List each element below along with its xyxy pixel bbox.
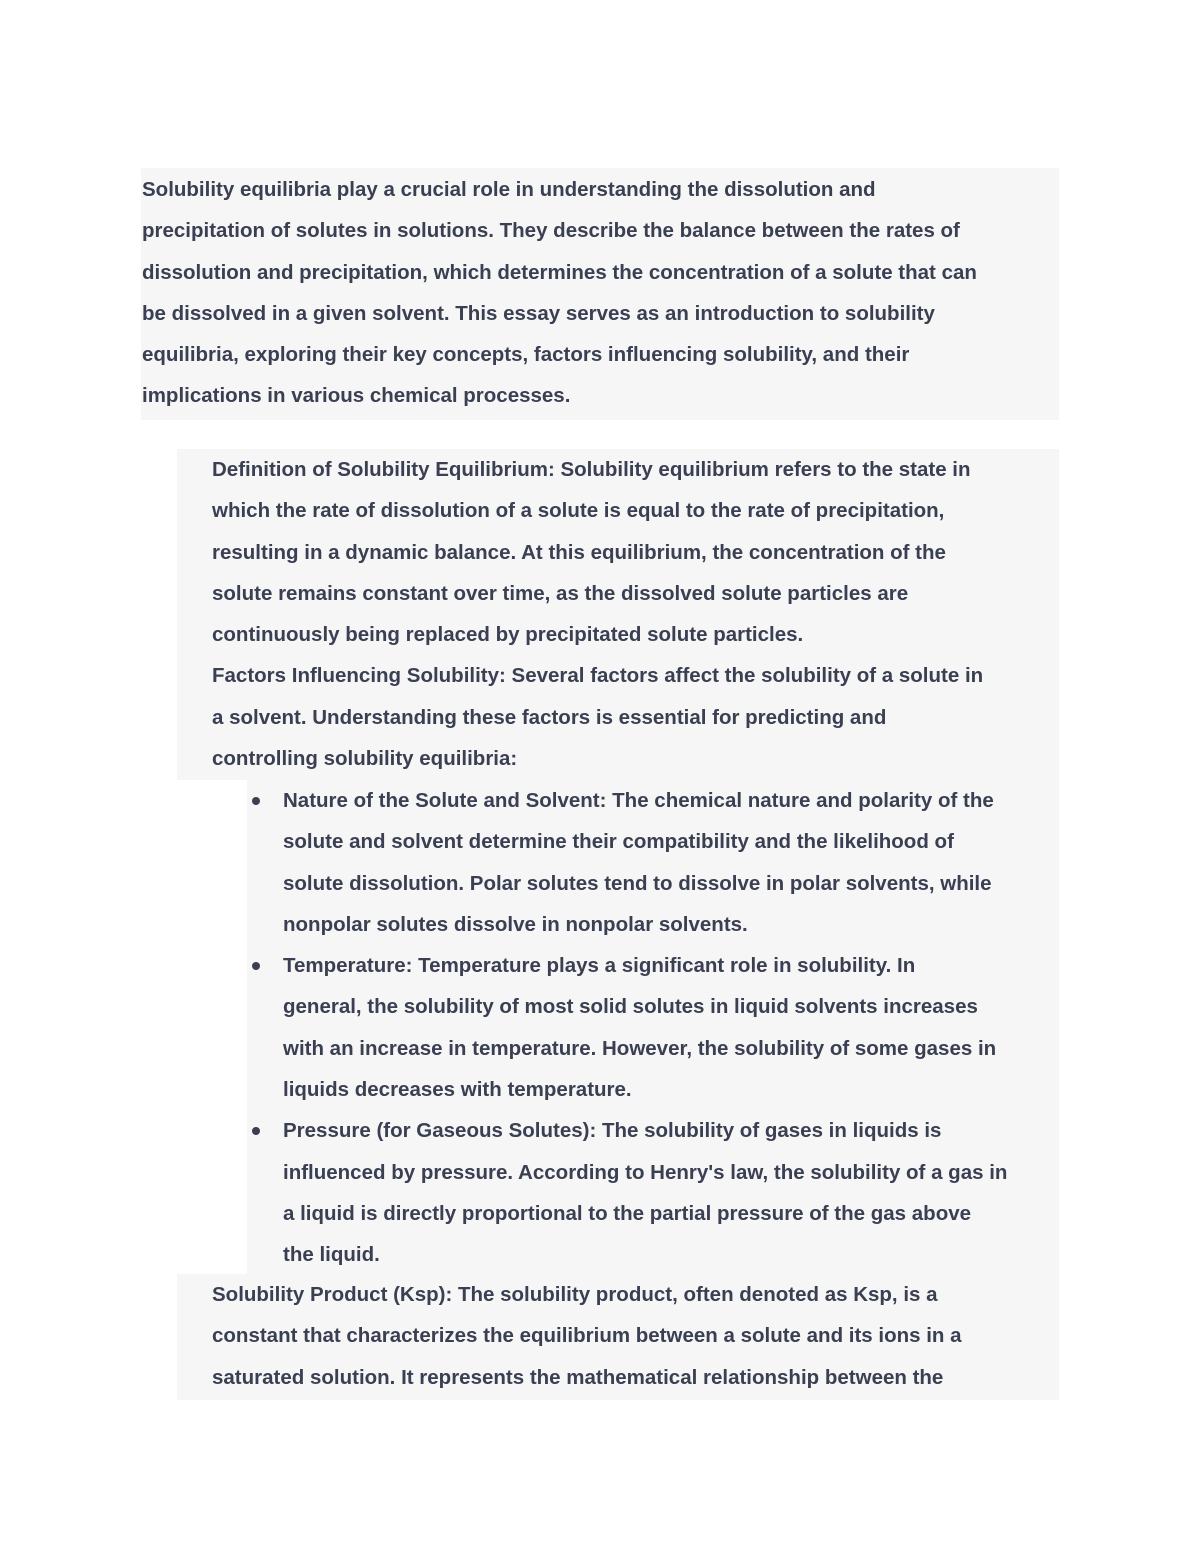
factors-line: Factors Influencing Solubility: Several factors affect the solubility of a solute in [212, 664, 984, 688]
intro-line: equilibria, exploring their key concepts, factors influencing solubility, and their [142, 343, 910, 367]
ksp-paragraph [177, 1274, 1059, 1400]
list-item [247, 780, 1059, 945]
intro-line: be dissolved in a given solvent. This essay serves as an introduction to solubility [142, 301, 935, 325]
ksp-line: Solubility Product (Ksp): The solubility product, often denoted as Ksp, is a [212, 1283, 938, 1306]
intro-line: dissolution and precipitation, which determines the concentration of a solute that can [142, 260, 977, 284]
definition-line: Definition of Solubility Equilibrium: Solubility equilibrium refers to the state in [212, 458, 971, 481]
factors-line: a solvent. Understanding these factors is essential for predicting and [212, 705, 887, 729]
ksp-line: saturated solution. It represents the mathematical relationship between the [212, 1365, 944, 1389]
ksp-line: constant that characterizes the equilibrium between a solute and its ions in a [212, 1324, 962, 1348]
definition-line: continuously being replaced by precipitated solute particles. [212, 623, 804, 647]
list-item-line: Temperature: Temperature plays a significant role in solubility. In [283, 954, 916, 978]
definition-and-factors-section [177, 449, 1059, 780]
list-item-line: nonpolar solutes dissolve in nonpolar solvents. [283, 912, 748, 936]
list-item-line: influenced by pressure. According to Henry's law, the solubility of a gas in [283, 1160, 1008, 1184]
list-item-line: a liquid is directly proportional to the partial pressure of the gas above [283, 1201, 972, 1225]
factors-bullet-list [247, 780, 1059, 1274]
factors-paragraph [177, 655, 1059, 779]
list-item-line: with an increase in temperature. However, the solubility of some gases in [283, 1036, 997, 1060]
list-item-line: Nature of the Solute and Solvent: The chemical nature and polarity of the [283, 789, 994, 812]
list-item-line: liquids decreases with temperature. [283, 1078, 632, 1102]
list-item-line: the liquid. [283, 1243, 380, 1267]
definition-line: solute remains constant over time, as the dissolved solute particles are [212, 581, 909, 605]
list-item-line: Pressure (for Gaseous Solutes): The solubility of gases in liquids is [283, 1119, 942, 1143]
list-item-line: solute and solvent determine their compatibility and the likelihood of [283, 830, 954, 854]
definition-line: resulting in a dynamic balance. At this equilibrium, the concentration of the [212, 540, 946, 564]
bullet-icon [252, 797, 260, 805]
list-item-line: general, the solubility of most solid solutes in liquid solvents increases [283, 995, 978, 1019]
list-item [247, 1110, 1059, 1275]
intro-line: Solubility equilibria play a crucial role in understanding the dissolution and [142, 178, 876, 201]
factors-line: controlling solubility equilibria: [212, 747, 518, 771]
list-item [247, 945, 1059, 1110]
intro-line: precipitation of solutes in solutions. They describe the balance between the rates of [142, 219, 960, 243]
definition-line: which the rate of dissolution of a solute is equal to the rate of precipitation, [212, 499, 945, 523]
list-item-line: solute dissolution. Polar solutes tend to dissolve in polar solvents, while [283, 871, 992, 895]
definition-paragraph [177, 449, 1059, 655]
intro-line: implications in various chemical processes. [142, 384, 571, 408]
intro-paragraph [141, 168, 1059, 420]
